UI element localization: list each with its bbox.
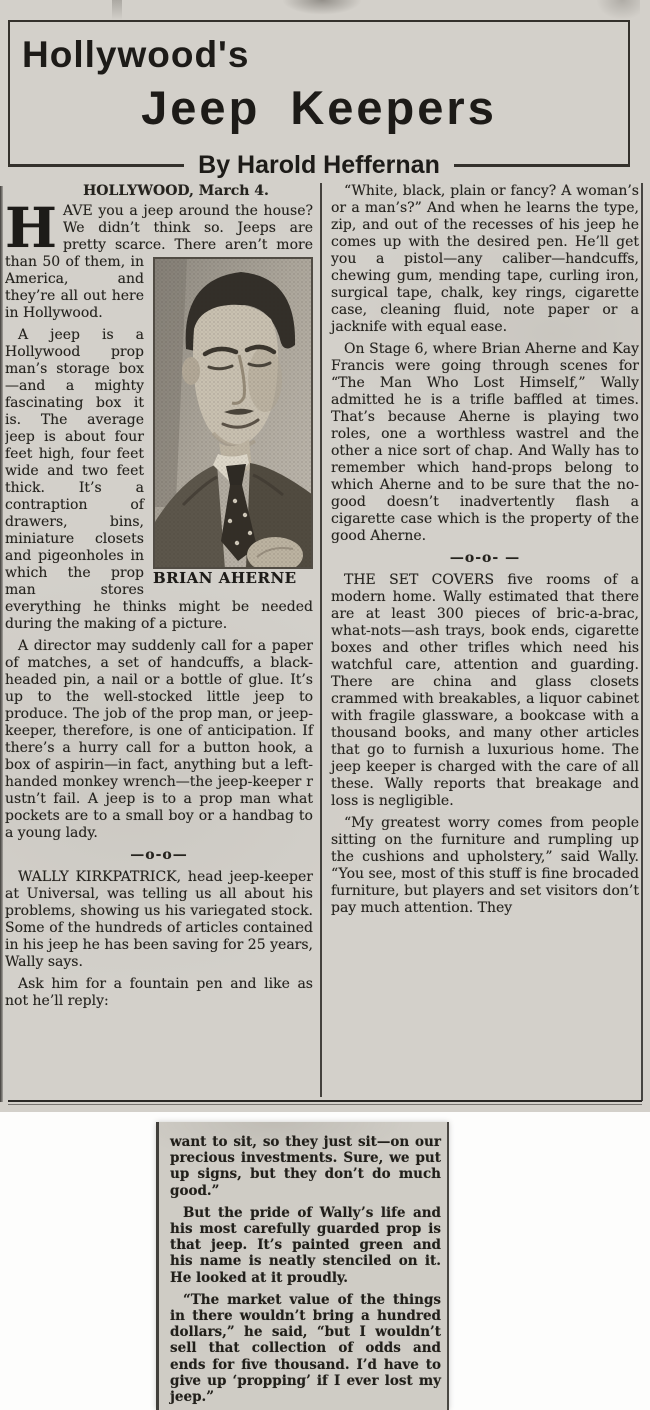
left-edge-line xyxy=(0,186,3,1102)
article-bottom-rule xyxy=(8,1100,642,1106)
photo-block xyxy=(153,257,313,588)
paragraph: WALLY KIRKPATRICK, head jeep-keeper at Universal, was telling us all about his problems, showing us his variegated stock. Some of the hundreds of articles contained in his jeep he has been saving for 25 years, Wally says. xyxy=(5,869,313,970)
byline: By Harold Heffernan xyxy=(198,151,440,179)
byline-row xyxy=(8,151,630,180)
continuation-clip xyxy=(156,1122,449,1410)
article-body xyxy=(5,183,645,1097)
paragraph: On Stage 6, where Brian Aherne and Kay Francis were going through scenes for “The Man Who Lost Himself,” Wally admitted he is a trifle baffled at times. That’s because Aherne is playing two roles, one a worthless wastrel and the other a nice sort of chap. And Wally has to remember which hand-props belong to which Aherne and to be sure that the no-good doesn’t inadvertently flash a cigarette case which is the property of the good Aherne. xyxy=(331,341,639,544)
section-divider: —o-o— xyxy=(130,847,188,863)
paragraph-text: AVE you a jeep around the house? We didn’t think so. Jeeps are pretty scarce. There xyxy=(62,203,313,253)
article-title: Jeep Keepers xyxy=(141,81,497,134)
paragraph: “White, black, plain or fancy? A woman’s or a man’s?” And when he learns the type, zip, and out of the recesses of his jeep he comes up with the desired pen. He’ll get you a pistol—any caliber—handcuffs, chewing gum, mending tape, curling iron, surgical tape, chalk, key rings, cigarette case, cleaning fluid, note paper or a jacknife with equal ease. xyxy=(331,183,639,335)
paragraph: A jeep is a Hollywood prop man’s storage box —and a mighty fascinating box it is. The average jeep is about four feet high, four feet wide and two feet thick. It’s a contraption of drawers, bins, miniature closets and pigeonholes in which the prop man stores everything he thinks might be needed during the making of a picture. xyxy=(5,327,313,632)
right-column xyxy=(331,183,639,1097)
byline-rule-left xyxy=(8,164,184,167)
paragraph: A director may suddenly call for a paper of matches, a set of handcuffs, a black-headed pin, a nail or a bottle of glue. It’s up to the well-stocked little jeep to produce. The job of the prop man, or jeep-keeper, therefore, is one of anticipation. If there’s a hurry call for a button hook, a box of aspirin—in fact, anything but a left-handed monkey wrench—the jeep-keeper r ustn’t fail. A jeep is to a prop man what pockets are to a small boy or a handbag to a young lady. xyxy=(5,638,313,841)
headline-box xyxy=(8,20,630,164)
scan-smudge xyxy=(112,0,122,20)
column-divider-line xyxy=(320,183,322,1097)
scan-smudge xyxy=(282,0,362,15)
paragraph: THE SET COVERS five rooms of a modern home. Wally estimated that there are at least 300 pieces of bric-a-brac, what-nots—ash trays, book ends, cigarette boxes and other trifles which need his watchful care, attention and guarding. There are china and glass closets crammed with breakables, a liquor cabinet with fragile glassware, a bookcase with a thousand books, and many other articles that go to furnish a luxurious home. The jeep keeper is charged with the care of all these. Wally reports that breakage and loss is negligible. xyxy=(331,572,639,809)
photo-caption: BRIAN AHERNE xyxy=(153,569,297,587)
left-column xyxy=(5,183,313,1097)
paragraph: want to sit, so they just sit—on our precious investments. Sure, we put up signs, but they don’t do much good.” xyxy=(170,1134,441,1199)
dateline: HOLLYWOOD, March 4. xyxy=(83,183,269,199)
section-divider: —o-o- — xyxy=(449,550,521,566)
paragraph-text: aren’t more than 50 of them, in America, and they’re all out here in Hollywood. xyxy=(5,237,313,321)
paragraph: “The market value of the things in there wouldn’t bring a hundred dollars,” he said, “but I wouldn’t sell that collection of odds and ends for five thousand. I’d have to give up ‘propping’ if I ever lost my jeep.” xyxy=(170,1291,441,1406)
scan-smudge xyxy=(596,0,640,20)
paragraph: “My greatest worry comes from people sitting on the furniture and rumpling up the cushions and upholstery,” said Wally. “You see, most of this stuff is fine brocaded furniture, but players and set visitors don’t pay much attention. They xyxy=(331,815,639,916)
headline-kicker: Hollywood's xyxy=(22,34,250,75)
brian-aherne-photo xyxy=(153,257,313,569)
paragraph: Ask him for a fountain pen and like as not he’ll reply: xyxy=(5,976,313,1009)
drop-cap: H xyxy=(5,195,57,260)
paragraph: But the pride of Wally’s life and his most carefully guarded prop is that jeep. It’s painted green and his name is neatly stenciled on it. He looked at it proudly. xyxy=(170,1204,441,1286)
byline-rule-right xyxy=(454,164,630,167)
